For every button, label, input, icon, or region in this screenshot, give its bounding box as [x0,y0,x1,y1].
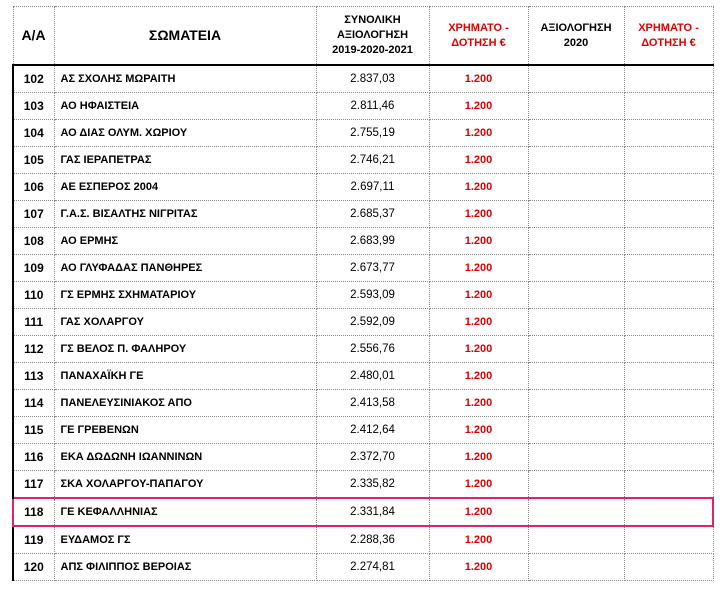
total-score: 2.413,58 [316,390,429,417]
total-score: 2.683,99 [316,228,429,255]
total-score: 2.592,09 [316,309,429,336]
table-row [13,147,713,174]
table-row [13,309,713,336]
header-evaluation-2020 [528,7,624,66]
total-score: 2.837,03 [316,65,429,93]
funding-amount: 1.200 [429,444,528,471]
evaluation-2020-cell [528,309,624,336]
funding-2-cell [624,417,713,444]
funding-2-cell [624,147,713,174]
funding-2-cell [624,363,713,390]
funding-amount: 1.200 [429,282,528,309]
club-name: ΓΣ ΒΕΛΟΣ Π. ΦΑΛΗΡΟΥ [54,336,316,363]
funding-2-cell [624,120,713,147]
total-score: 2.593,09 [316,282,429,309]
header-eval2020-line1: ΑΞΙΟΛΟΓΗΣΗ [540,21,612,34]
funding-amount: 1.200 [429,471,528,499]
table-row [13,390,713,417]
total-score: 2.331,84 [316,498,429,526]
row-number: 116 [13,444,54,471]
evaluation-2020-cell [528,363,624,390]
table-row [13,228,713,255]
funding-amount: 1.200 [429,498,528,526]
total-score: 2.755,19 [316,120,429,147]
table-row [13,174,713,201]
row-number: 112 [13,336,54,363]
header-funding1-line2: ΔΟΤΗΣΗ € [451,36,506,49]
row-number: 120 [13,554,54,581]
club-name: ΠΑΝΑΧΑΪΚΗ ΓΕ [54,363,316,390]
funding-amount: 1.200 [429,93,528,120]
funding-2-cell [624,526,713,554]
row-number: 108 [13,228,54,255]
evaluation-2020-cell [528,201,624,228]
funding-2-cell [624,228,713,255]
club-name: ΑΟ ΕΡΜΗΣ [54,228,316,255]
funding-2-cell [624,65,713,93]
row-number: 117 [13,471,54,499]
table-row [13,471,713,499]
funding-amount: 1.200 [429,363,528,390]
total-score: 2.811,46 [316,93,429,120]
table-header [13,7,713,66]
evaluation-2020-cell [528,255,624,282]
club-name: ΠΑΝΕΛΕΥΣΙΝΙΑΚΟΣ ΑΠΟ [54,390,316,417]
funding-2-cell [624,554,713,581]
table-row [13,526,713,554]
table-row [13,255,713,282]
evaluation-2020-cell [528,498,624,526]
funding-2-cell [624,309,713,336]
club-name: ΑΣ ΣΧΟΛΗΣ ΜΩΡΑΙΤΗ [54,65,316,93]
funding-amount: 1.200 [429,228,528,255]
total-score: 2.697,11 [316,174,429,201]
row-number: 106 [13,174,54,201]
club-name: ΑΟ ΔΙΑΣ ΟΛΥΜ. ΧΩΡΙΟΥ [54,120,316,147]
funding-2-cell [624,498,713,526]
total-score: 2.412,64 [316,417,429,444]
funding-amount: 1.200 [429,201,528,228]
club-name: ΑΟ ΓΛΥΦΑΔΑΣ ΠΑΝΘΗΡΕΣ [54,255,316,282]
evaluation-2020-cell [528,282,624,309]
funding-amount: 1.200 [429,120,528,147]
club-name: ΑΟ ΗΦΑΙΣΤΕΙΑ [54,93,316,120]
evaluation-2020-cell [528,554,624,581]
evaluation-2020-cell [528,228,624,255]
evaluation-2020-cell [528,417,624,444]
funding-amount: 1.200 [429,174,528,201]
total-score: 2.288,36 [316,526,429,554]
row-number: 118 [13,498,54,526]
table-row [13,282,713,309]
funding-amount: 1.200 [429,309,528,336]
club-name: ΑΠΣ ΦΙΛΙΠΠΟΣ ΒΕΡΟΙΑΣ [54,554,316,581]
header-funding-1 [429,7,528,66]
evaluation-2020-cell [528,174,624,201]
header-aa: Α/Α [13,7,54,66]
table-row [13,65,713,93]
table-row [13,93,713,120]
club-name: ΕΚΑ ΔΩΔΩΝΗ ΙΩΑΝΝΙΝΩΝ [54,444,316,471]
evaluation-2020-cell [528,471,624,499]
funding-2-cell [624,174,713,201]
funding-amount: 1.200 [429,65,528,93]
table-row [13,336,713,363]
total-score: 2.556,76 [316,336,429,363]
total-score: 2.274,81 [316,554,429,581]
club-name: ΓΑΣ ΙΕΡΑΠΕΤΡΑΣ [54,147,316,174]
header-total-line1: ΣΥΝΟΛΙΚΗ [344,14,401,26]
row-number: 114 [13,390,54,417]
funding-amount: 1.200 [429,255,528,282]
funding-amount: 1.200 [429,147,528,174]
row-number: 103 [13,93,54,120]
club-name: Γ.Α.Σ. ΒΙΣΑΛΤΗΣ ΝΙΓΡΙΤΑΣ [54,201,316,228]
total-score: 2.685,37 [316,201,429,228]
funding-amount: 1.200 [429,336,528,363]
club-name: ΕΥΔΑΜΟΣ ΓΣ [54,526,316,554]
evaluation-2020-cell [528,93,624,120]
header-row [13,7,713,66]
funding-2-cell [624,471,713,499]
header-total-line2: ΑΞΙΟΛΟΓΗΣΗ [336,29,409,41]
row-number: 111 [13,309,54,336]
row-number: 109 [13,255,54,282]
table-row [13,554,713,581]
evaluation-2020-cell [528,336,624,363]
total-score: 2.746,21 [316,147,429,174]
funding-amount: 1.200 [429,526,528,554]
row-number: 110 [13,282,54,309]
header-total-evaluation [316,7,429,66]
evaluation-2020-cell [528,147,624,174]
funding-amount: 1.200 [429,390,528,417]
funding-amount: 1.200 [429,417,528,444]
club-name: ΓΕ ΚΕΦΑΛΛΗΝΙΑΣ [54,498,316,526]
row-number: 119 [13,526,54,554]
total-score: 2.673,77 [316,255,429,282]
row-number: 107 [13,201,54,228]
club-name: ΓΕ ΓΡΕΒΕΝΩΝ [54,417,316,444]
table-body [13,65,713,581]
table-row [13,417,713,444]
funding-2-cell [624,201,713,228]
funding-2-cell [624,390,713,417]
club-name: ΑΕ ΕΣΠΕΡΟΣ 2004 [54,174,316,201]
ranking-table [12,6,714,581]
table-row [13,120,713,147]
evaluation-2020-cell [528,120,624,147]
funding-2-cell [624,336,713,363]
row-number: 115 [13,417,54,444]
total-score: 2.335,82 [316,471,429,499]
row-number: 105 [13,147,54,174]
evaluation-2020-cell [528,444,624,471]
club-name: ΓΑΣ ΧΟΛΑΡΓΟΥ [54,309,316,336]
table-row-highlighted [13,498,713,526]
header-funding2-line2: ΔΟΤΗΣΗ € [641,36,696,49]
funding-2-cell [624,282,713,309]
total-score: 2.372,70 [316,444,429,471]
table-row [13,444,713,471]
evaluation-2020-cell [528,526,624,554]
row-number: 113 [13,363,54,390]
club-name: ΣΚΑ ΧΟΛΑΡΓΟΥ-ΠΑΠΑΓΟΥ [54,471,316,499]
total-score: 2.480,01 [316,363,429,390]
ranking-table-container [12,6,714,581]
header-funding-2 [624,7,713,66]
header-club: ΣΩΜΑΤΕΙΑ [54,7,316,66]
evaluation-2020-cell [528,65,624,93]
funding-2-cell [624,255,713,282]
funding-amount: 1.200 [429,554,528,581]
evaluation-2020-cell [528,390,624,417]
header-funding1-line1: ΧΡΗΜΑΤΟ - [448,21,509,34]
row-number: 104 [13,120,54,147]
funding-2-cell [624,444,713,471]
table-row [13,201,713,228]
funding-2-cell [624,93,713,120]
header-total-line3: 2019-2020-2021 [332,44,413,56]
club-name: ΓΣ ΕΡΜΗΣ ΣΧΗΜΑΤΑΡΙΟΥ [54,282,316,309]
row-number: 102 [13,65,54,93]
table-row [13,363,713,390]
header-funding2-line1: ΧΡΗΜΑΤΟ - [638,21,699,34]
header-eval2020-line2: 2020 [563,36,589,49]
